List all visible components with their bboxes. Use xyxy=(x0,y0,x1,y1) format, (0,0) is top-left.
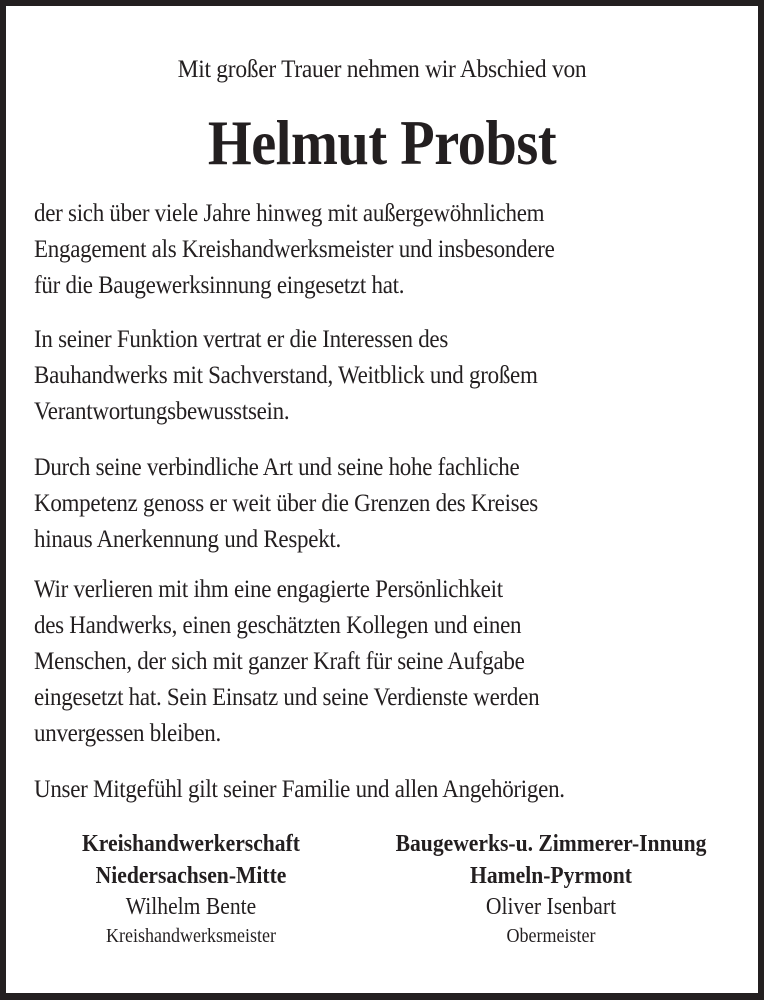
text-line: Menschen, der sich mit ganzer Kraft für seine Aufgabe xyxy=(34,648,525,675)
signatory-person: Wilhelm Bente xyxy=(125,894,257,920)
signatory-innung xyxy=(351,828,751,950)
text-line: der sich über viele Jahre hinweg mit außergewöhnlichem xyxy=(34,200,545,227)
paragraph-function xyxy=(34,322,696,430)
text-line: In seiner Funktion vertrat er die Interessen des xyxy=(34,326,449,353)
text-line: unvergessen bleiben. xyxy=(34,720,221,747)
paragraph-loss xyxy=(34,572,696,752)
text-line: Engagement als Kreishandwerksmeister und insbesondere xyxy=(34,236,555,263)
signatory-role: Obermeister xyxy=(506,925,596,947)
text-line: Kompetenz genoss er weit über die Grenzen des Kreises xyxy=(34,490,538,517)
signatory-org-line1: Baugewerks-u. Zimmerer-Innung xyxy=(395,831,707,857)
text-line: Wir verlieren mit ihm eine engagierte Persönlichkeit xyxy=(34,576,503,603)
signatory-person: Oliver Isenbart xyxy=(485,894,617,920)
text-line: des Handwerks, einen geschätzten Kollegen und einen xyxy=(34,612,522,639)
paragraph-condolence xyxy=(34,772,696,808)
signatory-kreishandwerkerschaft xyxy=(46,828,336,950)
intro-line: Mit großer Trauer nehmen wir Abschied von xyxy=(177,56,587,83)
signatory-role: Kreishandwerksmeister xyxy=(106,925,276,947)
signatory-org-line1: Kreishandwerkerschaft xyxy=(82,831,300,857)
text-line: Bauhandwerks mit Sachverstand, Weitblick und großem xyxy=(34,362,538,389)
deceased-name: Helmut Probst xyxy=(207,107,557,178)
paragraph-engagement xyxy=(34,196,696,304)
signatory-org-line2: Niedersachsen-Mitte xyxy=(95,863,287,889)
signatory-org-line2: Hameln-Pyrmont xyxy=(470,863,632,889)
paragraph-competence xyxy=(34,450,696,558)
text-line: Verantwortungsbewusstsein. xyxy=(34,398,290,425)
text-line: Durch seine verbindliche Art und seine hohe fachliche xyxy=(34,454,520,481)
text-line: eingesetzt hat. Sein Einsatz und seine Verdienste werden xyxy=(34,684,540,711)
text-line: hinaus Anerkennung und Respekt. xyxy=(34,526,342,553)
text-line: Unser Mitgefühl gilt seiner Familie und allen Angehörigen. xyxy=(34,776,565,803)
text-line: für die Baugewerksinnung eingesetzt hat. xyxy=(34,272,405,299)
